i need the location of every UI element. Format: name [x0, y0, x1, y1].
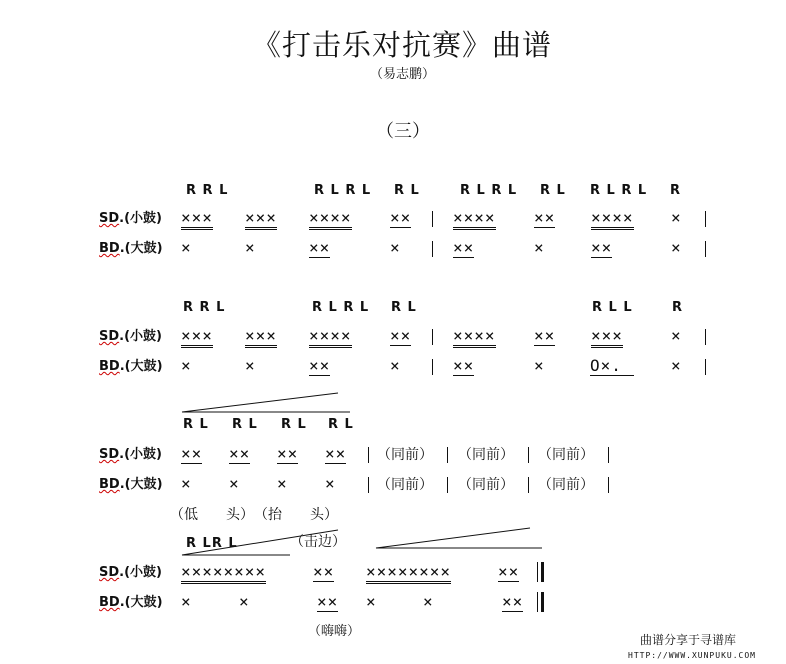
- note-group: ××: [317, 592, 339, 611]
- repeat-previous: （同前）: [538, 477, 594, 493]
- note-group: ×: [245, 238, 256, 257]
- note-group: ××: [534, 208, 556, 227]
- performance-note: （击边）: [290, 534, 346, 550]
- sticking: R L L: [592, 300, 633, 315]
- sticking: R R L: [183, 300, 226, 315]
- note-group: ××: [309, 238, 331, 257]
- note-group: ×××: [181, 328, 213, 348]
- note-group: ×: [181, 356, 192, 375]
- note-group: ×: [671, 238, 682, 257]
- final-barline: [537, 562, 538, 582]
- sticking: R L: [394, 183, 420, 198]
- sticking: R L: [540, 183, 566, 198]
- sticking: R L: [232, 417, 258, 432]
- repeat-previous: （同前）: [458, 447, 514, 463]
- sticking: R L R L: [314, 183, 372, 198]
- barline: [447, 447, 448, 463]
- repeat-previous: （同前）: [458, 477, 514, 493]
- note-group: ×: [181, 238, 192, 257]
- sticking: R L R L: [590, 183, 648, 198]
- bass-drum-label: BD.(大鼓): [99, 241, 163, 256]
- watermark-text: 曲谱分享于寻谱库: [640, 633, 737, 647]
- note-group: ×: [181, 474, 192, 493]
- note-group: ×: [390, 356, 401, 375]
- performance-note: （抬 头）: [254, 507, 338, 523]
- bass-drum-label: BD.(大鼓): [99, 477, 163, 492]
- note-group: ××: [390, 326, 412, 345]
- note-group: ×: [277, 474, 288, 493]
- composer: （易志鹏）: [370, 67, 436, 82]
- barline: [447, 477, 448, 493]
- snare-drum-label: SD.(小鼓): [99, 565, 162, 580]
- note-group: ×××: [181, 210, 213, 230]
- score-title: 《打击乐对抗赛》曲谱: [252, 28, 553, 62]
- repeat-previous: （同前）: [377, 477, 433, 493]
- note-group: ×: [671, 356, 682, 375]
- performance-note: （低 头）: [170, 507, 254, 523]
- snare-drum-label: SD.(小鼓): [99, 447, 162, 462]
- final-barline: [537, 592, 538, 612]
- barline: [368, 447, 369, 463]
- note-group: ××: [313, 562, 335, 581]
- note-group: ××: [309, 356, 331, 375]
- sticking: R L: [391, 300, 417, 315]
- note-group: ××: [502, 592, 524, 611]
- final-barline: [541, 592, 544, 612]
- performance-note: （嗨嗨）: [308, 624, 361, 639]
- note-group: ××××: [309, 328, 352, 348]
- note-group: ××: [181, 444, 203, 463]
- section-number: （三）: [376, 121, 430, 142]
- note-group: ×: [671, 208, 682, 227]
- final-barline: [541, 562, 544, 582]
- note-group: ×××: [591, 328, 623, 348]
- sticking: R L: [281, 417, 307, 432]
- sticking: R: [672, 300, 684, 315]
- note-group: ××: [453, 356, 475, 375]
- note-group: ×: [671, 326, 682, 345]
- note-group: ×: [181, 592, 192, 611]
- repeat-previous: （同前）: [538, 447, 594, 463]
- note-group: ××: [325, 444, 347, 463]
- bass-drum-label: BD.(大鼓): [99, 359, 163, 374]
- note-group: ××: [453, 238, 475, 257]
- note-group: ×: [534, 238, 545, 257]
- note-group: ×: [325, 474, 336, 493]
- repeat-previous: （同前）: [377, 447, 433, 463]
- note-group: ×: [423, 592, 434, 611]
- note-group: ×: [534, 356, 545, 375]
- bass-drum-label: BD.(大鼓): [99, 595, 163, 610]
- note-group: ××××: [453, 328, 496, 348]
- note-group: ×: [390, 238, 401, 257]
- barline: [528, 447, 529, 463]
- barline: [608, 477, 609, 493]
- note-group: ×: [229, 474, 240, 493]
- note-group: ×: [245, 356, 256, 375]
- sticking: R L: [328, 417, 354, 432]
- note-group: ××: [277, 444, 299, 463]
- note-group: ××××××××: [181, 564, 266, 584]
- sticking: R: [670, 183, 682, 198]
- sticking: R L R L: [460, 183, 518, 198]
- barline: [608, 447, 609, 463]
- note-group: ××××××××: [366, 564, 451, 584]
- note-group: ××: [390, 208, 412, 227]
- note-group: ××: [534, 326, 556, 345]
- note-group: ××: [498, 562, 520, 581]
- note-group: O×.: [590, 358, 634, 376]
- barline: [528, 477, 529, 493]
- watermark-url: HTTP://WWW.XUNPUKU.COM: [628, 651, 756, 660]
- note-group: ××: [229, 444, 251, 463]
- sticking: R L R L: [312, 300, 370, 315]
- note-group: ××: [591, 238, 613, 257]
- barline: [368, 477, 369, 493]
- sticking: R L: [183, 417, 209, 432]
- sticking: R R L: [186, 183, 229, 198]
- note-group: ×: [366, 592, 377, 611]
- sticking: R LR L: [186, 536, 238, 551]
- note-group: ××××: [453, 210, 496, 230]
- note-group: ××××: [591, 210, 634, 230]
- note-group: ××××: [309, 210, 352, 230]
- note-group: ×: [239, 592, 250, 611]
- snare-drum-label: SD.(小鼓): [99, 329, 162, 344]
- note-group: ×××: [245, 210, 277, 230]
- note-group: ×××: [245, 328, 277, 348]
- snare-drum-label: SD.(小鼓): [99, 211, 162, 226]
